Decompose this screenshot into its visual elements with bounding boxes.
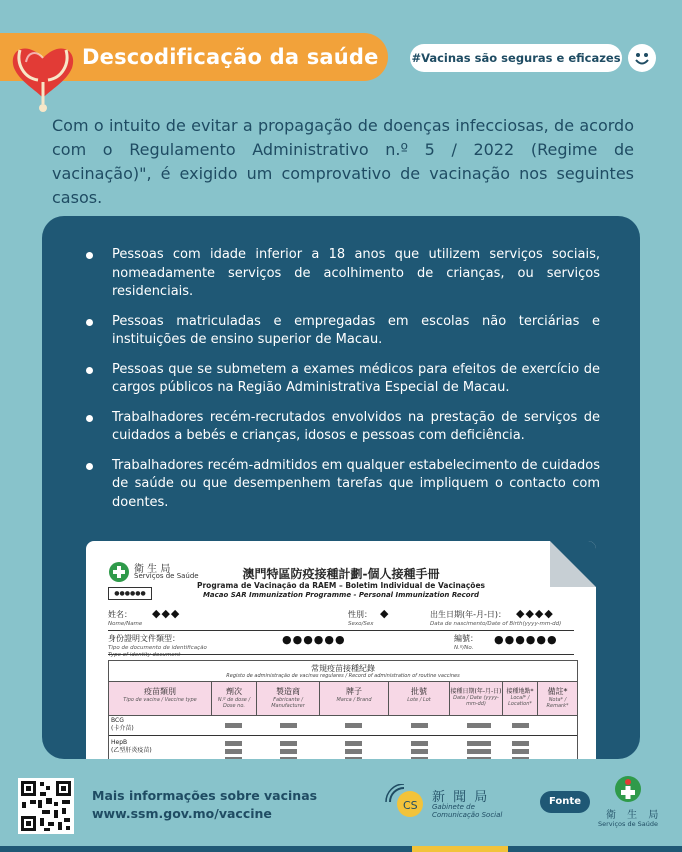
- column-header: 劑次 N.º de dose / Dose no.: [212, 682, 257, 715]
- divider: [108, 654, 574, 655]
- redacted-cell: [280, 741, 297, 746]
- id-mask: ●●●●●●: [282, 633, 346, 646]
- sex-mask: ◆: [380, 607, 390, 620]
- redacted-cell: [345, 749, 362, 754]
- no-mask: ●●●●●●: [494, 633, 558, 646]
- id-sub-2: Type of identity document: [108, 652, 181, 658]
- booklet-org-pt: Serviços de Saúde: [134, 572, 199, 580]
- qr-code-icon[interactable]: [18, 778, 74, 834]
- list-item: Trabalhadores recém-admitidos em qualquer estabelecimento de cuidados de saúde ou que desempenhem tarefas que impliquem o contacto com doentes.: [86, 457, 600, 513]
- redacted-cell: [345, 757, 362, 759]
- cases-list: [86, 246, 600, 523]
- hashtag-badge: #Vacinas são seguras e eficazes: [410, 44, 622, 72]
- list-item: Pessoas que se submetem a exames médicos para efeitos de exercício de cargos públicos na Região Administrativa Especial de Macau.: [86, 361, 600, 398]
- column-header: 製造商 Fabricante / Manufacturer: [257, 682, 320, 715]
- redacted-cell: [280, 757, 297, 759]
- smile-icon: [627, 43, 657, 73]
- column-header: 疫苗類別 Tipo de vacina / Vaccine type: [109, 682, 212, 715]
- vaccination-booklet-image: [86, 541, 596, 759]
- dob-mask: ◆◆◆◆: [516, 607, 554, 620]
- column-header: 備註* Nota* / Remark*: [546, 687, 569, 709]
- redacted-cell: [225, 723, 242, 728]
- divider: [108, 630, 574, 631]
- column-header: 批號 Lote / Lot: [389, 682, 450, 715]
- name-label: 姓名：: [108, 610, 132, 619]
- page-title: Descodificação da saúde: [82, 45, 379, 69]
- no-label: 編號：: [454, 634, 478, 643]
- dob-sub: Data de nascimento/Date of Birth(yyyy-mm-dd): [430, 621, 562, 627]
- sex-sub: Sexo/Sex: [348, 621, 374, 627]
- redacted-cell: [467, 757, 491, 759]
- booklet-title-en: Macao SAR Immunization Programme - Personal Immunization Record: [202, 591, 480, 599]
- booklet-code-box: ●●●●●●: [108, 587, 152, 600]
- redacted-cell: [225, 741, 242, 746]
- gcs-name-zh: 新 聞 局: [432, 790, 490, 805]
- table-header-row: [109, 681, 577, 716]
- redacted-cell: [411, 757, 428, 759]
- redacted-cell: [512, 723, 529, 728]
- sex-label: 性別：: [348, 610, 372, 619]
- redacted-cell: [225, 749, 242, 754]
- redacted-cell: [411, 741, 428, 746]
- redacted-cell: [411, 749, 428, 754]
- booklet-title-zh: 澳門特區防疫接種計劃-個人接種手冊: [242, 567, 440, 581]
- table-row: BCG (卡介苗): [111, 717, 134, 732]
- redacted-cell: [512, 757, 529, 759]
- redacted-cell: [512, 741, 529, 746]
- divider: [109, 735, 577, 736]
- redacted-cell: [280, 723, 297, 728]
- list-item: Pessoas matriculadas e empregadas em escolas não terciárias e instituições de ensino superior de Macau.: [86, 313, 600, 350]
- id-label: 身份證明文件類型：: [108, 634, 180, 643]
- intro-paragraph: Com o intuito de evitar a propagação de doenças infecciosas, de acordo com o Regulamento Administrativo n.º 5 / 2022 (Regime de vacinação)", é exigido um comprovativo de vacinação nos seguintes casos.: [52, 116, 634, 207]
- redacted-cell: [280, 749, 297, 754]
- redacted-cell: [467, 741, 491, 746]
- cases-panel: [42, 216, 640, 759]
- name-mask: ◆◆◆: [152, 607, 181, 620]
- source-badge: Fonte: [540, 791, 590, 813]
- svg-text:CS: CS: [403, 799, 418, 812]
- column-header: 牌子 Marca / Brand: [320, 682, 389, 715]
- gcs-logo-icon: [384, 784, 428, 820]
- dob-label: 出生日期(年-月-日)：: [430, 610, 507, 619]
- more-info-title: Mais informações sobre vacinas: [92, 788, 318, 803]
- gcs-name-pt: Gabinete de Comunicação Social: [432, 803, 503, 819]
- table-title: 常規疫苗接種紀錄: [311, 664, 375, 673]
- name-sub: Nome/Name: [108, 621, 143, 627]
- table-subtitle: Registo de administração de vacinas regulares / Record of administration of routine vaccines: [226, 673, 460, 679]
- redacted-cell: [345, 741, 362, 746]
- redacted-cell: [225, 757, 242, 759]
- booklet-title-pt: Programa de Vacinação da RAEM – Boletim Individual de Vacinações: [196, 581, 486, 590]
- no-sub: N.º/No.: [454, 645, 474, 651]
- list-item: Trabalhadores recém-recrutados envolvidos na prestação de serviços de cuidados a bebés e crianças, idosos e pessoas com deficiência.: [86, 409, 600, 446]
- column-header: 接種地點* Local* / Location*: [503, 682, 538, 715]
- redacted-cell: [345, 723, 362, 728]
- id-sub-1: Tipo de documento de identificação: [108, 645, 207, 651]
- vaccine-record-table: [108, 660, 578, 759]
- redacted-cell: [411, 723, 428, 728]
- bottom-stripe: [0, 846, 682, 852]
- ssm-name-zh: 衛 生 局: [606, 810, 663, 821]
- more-info-url-link[interactable]: www.ssm.gov.mo/vaccine: [92, 806, 272, 821]
- redacted-cell: [467, 749, 491, 754]
- ssm-logo-icon: [614, 775, 642, 803]
- list-item: Pessoas com idade inferior a 18 anos que utilizem serviços sociais, nomeadamente serviços de acolhimento de crianças, ou serviços residenciais.: [86, 246, 600, 302]
- ssm-name-pt: Serviços de Saúde: [598, 820, 658, 828]
- bottom-stripe-accent: [412, 846, 508, 852]
- redacted-cell: [467, 723, 491, 728]
- table-row: HepB (乙型肝炎疫苗): [111, 739, 152, 754]
- column-header: 接種日期(年-月-日) Data / Date (yyyy-mm-dd): [450, 682, 503, 715]
- redacted-cell: [512, 749, 529, 754]
- heart-stethoscope-icon: [6, 20, 80, 114]
- booklet-org-zh: 衛 生 局: [134, 564, 171, 575]
